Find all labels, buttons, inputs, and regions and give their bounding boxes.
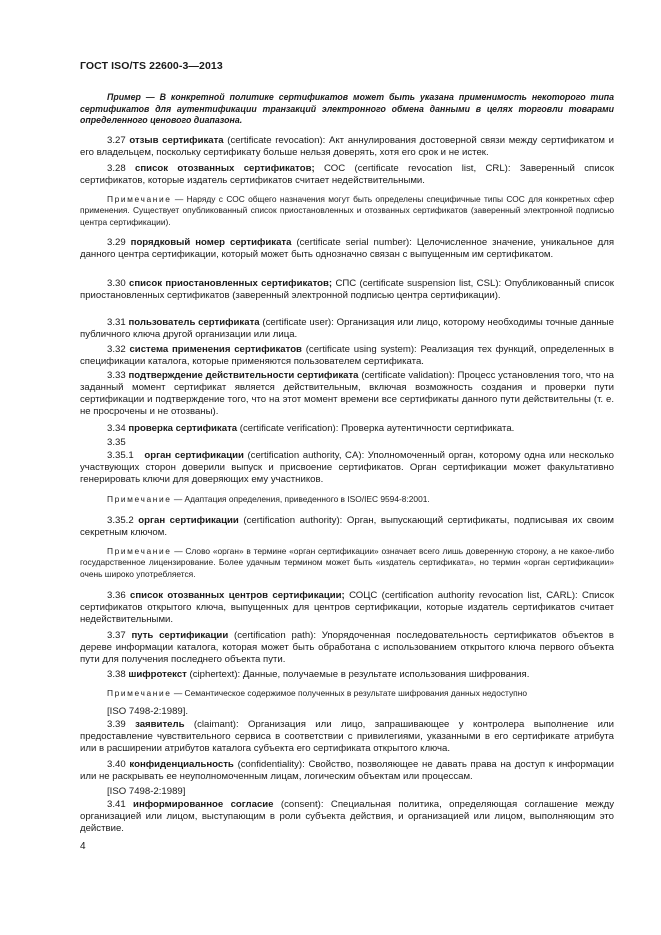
term-title: порядковый номер сертификата [130, 237, 292, 248]
term-number: 3.35.1 [107, 450, 134, 461]
term-3-30 [80, 278, 614, 302]
term-number: 3.29 [107, 237, 126, 248]
term-title: список отозванных сертификатов; [135, 163, 315, 174]
document-header: ГОСТ ISO/TS 22600-3—2013 [80, 60, 223, 72]
note-1 [80, 194, 614, 228]
term-3-37 [80, 630, 614, 666]
term-3-27 [80, 135, 614, 159]
term-number: 3.30 [107, 278, 126, 289]
term-number: 3.35.2 [107, 515, 134, 526]
term-title: шифротекст [128, 669, 187, 680]
reference-text: [ISO 7498-2:1989] [107, 786, 186, 797]
note-label: Примечание [107, 546, 172, 556]
reference-2 [80, 786, 614, 798]
term-title: проверка сертификата [128, 423, 238, 434]
note-label: Примечание [107, 194, 172, 204]
term-title: конфиденциальность [129, 759, 234, 770]
term-3-40 [80, 759, 614, 783]
term-3-35 [80, 437, 614, 449]
term-3-35-1 [80, 450, 614, 486]
term-number: 3.41 [107, 799, 126, 810]
note-2 [80, 494, 614, 505]
term-title: орган сертификации [138, 515, 239, 526]
term-definition: (certification authority, CA): Уполномоченный орган, которому одна или несколько участвующих сторон доверили выпуск и присвоение сертификатов. Орган сертификации может факультативно генерировать ключи для доверяющих ему участников. [80, 450, 614, 485]
term-number: 3.35 [107, 437, 126, 448]
term-definition: (certification path): Упорядоченная последовательность сертификатов объектов в дереве информации каталога, которая может быть обработана с использованием открытого ключа первого объекта пути для получения последнего объекта пути. [80, 630, 614, 665]
term-number: 3.28 [107, 163, 126, 174]
term-definition: (ciphertext): Данные, получаемые в результате использования шифрования. [189, 669, 530, 680]
term-number: 3.32 [107, 344, 126, 355]
term-definition: (certification authority): Орган, выпускающий сертификаты, подписывая их своим секретным ключом. [80, 515, 615, 538]
term-definition: (certificate verification): Проверка аутентичности сертификата. [239, 423, 515, 434]
term-number: 3.36 [107, 590, 126, 601]
term-3-39 [80, 719, 614, 755]
note-text: — Семантическое содержимое полученных в результате шифрования данных недоступно [173, 688, 527, 698]
term-number: 3.27 [107, 135, 126, 146]
term-definition: (claimant): Организация или лицо, запрашивающее у контролера выполнение или предоставление чувствительного сервиса в соответствии с привилегиями, указанными в его сертификате атрибута или в расширении атрибутов каталога субъекта его сертификата открытого ключа. [80, 719, 614, 754]
term-number: 3.40 [107, 759, 126, 770]
term-title: система применения сертификатов [129, 344, 302, 355]
term-title: список отозванных центров сертификации; [130, 590, 345, 601]
reference-text: [ISO 7498-2:1989]. [107, 706, 189, 717]
term-3-28 [80, 163, 614, 187]
term-title: подтверждение действительности сертификата [128, 370, 359, 381]
term-3-31 [80, 317, 614, 341]
term-3-35-2 [80, 515, 614, 539]
term-3-29 [80, 237, 614, 261]
term-title: пользователь сертификата [128, 317, 260, 328]
term-title: отзыв сертификата [129, 135, 224, 146]
term-title: список приостановленных сертификатов; [129, 278, 333, 289]
term-definition: (certificate using system): Реализация тех функций, определенных в спецификации каталога, которые применяются пользователем сертификата. [80, 344, 615, 367]
term-definition: (certificate serial number): Целочисленное значение, уникальное для данного центра сертификации, который может быть однозначно связан с выпущенным им сертификатом. [80, 237, 615, 260]
term-title: информированное согласие [133, 799, 274, 810]
term-3-33 [80, 370, 614, 418]
note-label: Примечание [107, 688, 172, 698]
term-definition: (confidentiality): Свойство, позволяющее не давать права на доступ к информации или не раскрывать ее неуполномоченным лицам, логическим объектам или процессам. [80, 759, 615, 782]
term-definition: СПС (certificate suspension list, CSL): Опубликованный список приостановленных сертификатов (заверенный электронной подписью центра сертификации). [80, 278, 614, 301]
example-text: Пример — В конкретной политике сертификатов может быть указана применимость некоторого типа сертификатов для аутентификации транзакций электронного обмена данными в целях торговли товарами определенного ценового диапазона. [80, 92, 614, 126]
term-number: 3.33 [107, 370, 126, 381]
term-number: 3.38 [107, 669, 126, 680]
term-definition: (certificate validation): Процесс установления того, что на заданный момент сертификат является действительным, включая возможность создания и проверки пути сертификации и подтверждение того, что на этот момент времени все сертификаты данного пути действительны (т. е. не просрочены и не отозваны). [80, 370, 615, 417]
term-title: заявитель [135, 719, 185, 730]
term-number: 3.34 [107, 423, 126, 434]
term-3-32 [80, 344, 614, 368]
term-number: 3.39 [107, 719, 126, 730]
note-text: — Слово «орган» в термине «орган сертификации» означает всего лишь доверенную сторону, а не какое-либо государственное лицензирование. Более удачным термином может быть «издатель сертификата», но термин «орган сертификации» очень широко употребляется. [80, 546, 615, 579]
note-4 [80, 688, 614, 699]
term-3-41 [80, 799, 614, 835]
page-number: 4 [80, 841, 86, 852]
term-number: 3.37 [107, 630, 126, 641]
term-title: орган сертификации [144, 450, 244, 461]
term-number: 3.31 [107, 317, 126, 328]
note-text: — Адаптация определения, приведенного в ISO/IEC 9594-8:2001. [173, 494, 430, 504]
note-text: — Наряду с СОС общего назначения могут быть определены специфичные типы СОС для конкретных сфер применения. Существует опубликованный список приостановленных и отозванных сертификатов (заверенный электронной подписью центра сертификации). [80, 194, 615, 227]
term-definition: СОЦС (certification authority revocation list, CARL): Список сертификатов открытого ключа, выпущенных для центров сертификации, которые издатель сертификатов считает недействительными. [80, 590, 614, 625]
note-3 [80, 546, 614, 580]
term-3-38 [80, 669, 614, 681]
reference-1 [80, 706, 614, 718]
term-3-34 [80, 423, 614, 435]
note-label: Примечание [107, 494, 172, 504]
term-definition: СОС (certificate revocation list, CRL): Заверенный список сертификатов, которые издатель сертификатов считает недействительными. [80, 163, 614, 186]
term-definition: (certificate revocation): Акт аннулирования достоверной связи между сертификатом и его владельцем, поскольку сертификату больше нельзя доверять, хотя его срок и не истек. [80, 135, 615, 158]
term-definition: (certificate user): Организация или лицо, которому необходимы точные данные публичного ключа другой организации или лица. [80, 317, 615, 340]
example-block [80, 92, 614, 127]
term-3-36 [80, 590, 614, 626]
term-definition: (consent): Специальная политика, определяющая соглашение между организацией или лицом, выступающим в роли субъекта действия, и организацией или лицом, выполняющим это действие. [80, 799, 614, 834]
term-title: путь сертификации [131, 630, 229, 641]
